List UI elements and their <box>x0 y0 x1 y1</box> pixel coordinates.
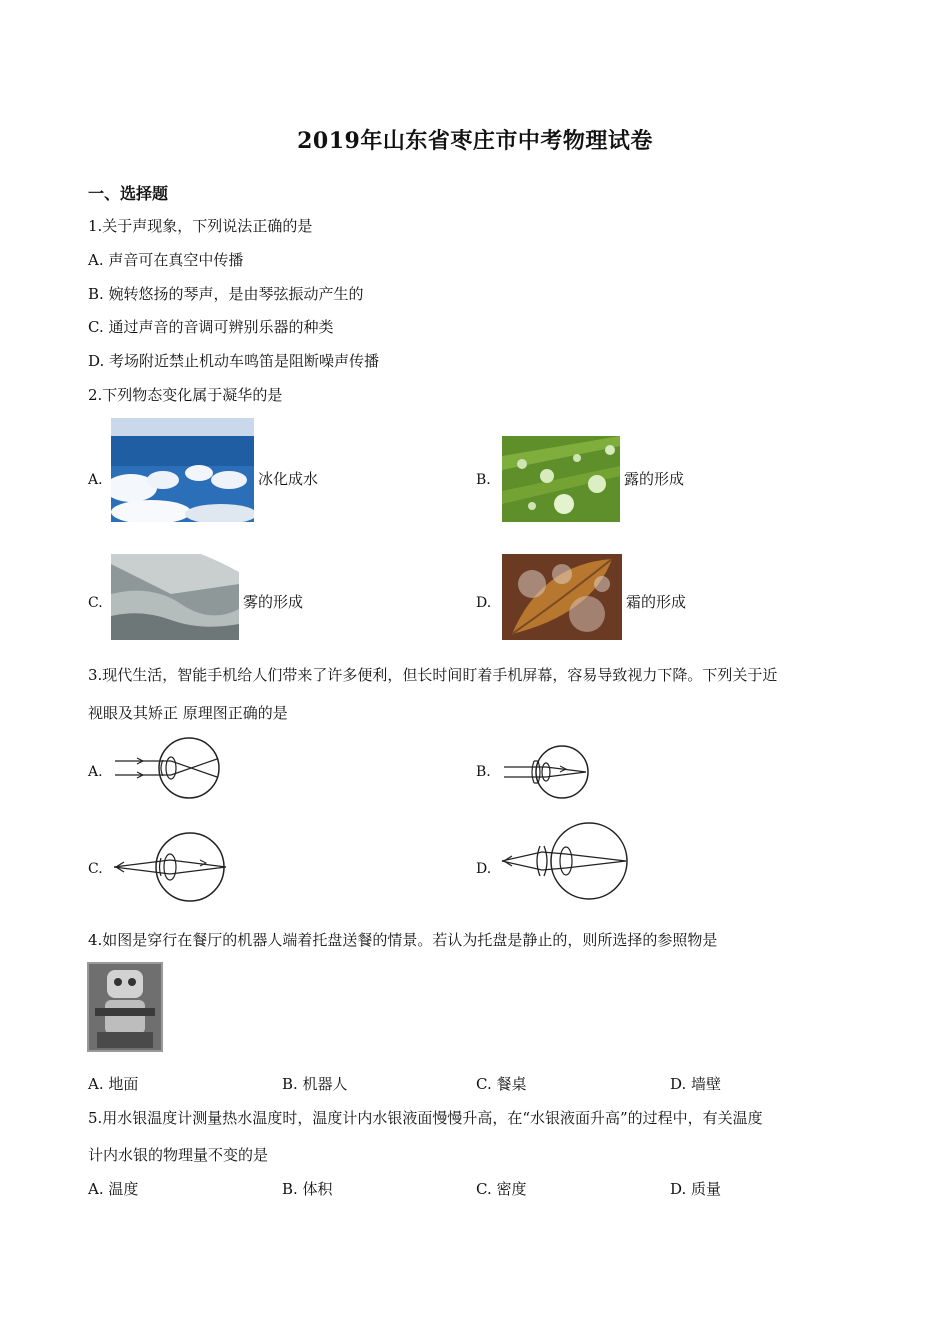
q2-letter-d: D. <box>476 595 492 611</box>
q2-letter-a: A. <box>88 472 103 488</box>
q5-stem-line1: 5.用水银温度计测量热水温度时，温度计内水银液面慢慢升高，在“水银液面升高”的过程中，有关温度 <box>88 1109 763 1127</box>
q2-letter-c: C. <box>88 595 103 611</box>
q1-option-a: A. 声音可在真空中传播 <box>88 251 244 269</box>
robot-photo <box>87 962 163 1052</box>
q2-caption-a: 冰化成水 <box>258 470 319 488</box>
q5-option-a: A. 温度 <box>88 1180 139 1198</box>
page-title: 2019年山东省枣庄市中考物理试卷 <box>297 128 653 154</box>
dew-photo <box>502 436 620 522</box>
q2-letter-b: B. <box>476 472 491 488</box>
eye-diagram-d <box>500 818 630 904</box>
eye-diagram-a <box>113 735 223 801</box>
q1-option-d: D. 考场附近禁止机动车鸣笛是阻断噪声传播 <box>88 352 380 370</box>
q4-option-c: C. 餐桌 <box>476 1075 527 1093</box>
ice-melting-photo <box>111 418 254 522</box>
q3-letter-b: B. <box>476 764 491 780</box>
q2-stem: 2.下列物态变化属于凝华的是 <box>88 386 283 404</box>
eye-diagram-b <box>500 743 592 801</box>
q1-option-b: B. 婉转悠扬的琴声，是由琴弦振动产生的 <box>88 285 364 303</box>
frost-photo <box>502 554 622 640</box>
q2-caption-d: 霜的形成 <box>626 593 687 611</box>
q3-stem-line2: 视眼及其矫正 原理图正确的是 <box>88 704 288 722</box>
q5-stem-line2: 计内水银的物理量不变的是 <box>88 1146 269 1164</box>
q2-caption-b: 露的形成 <box>624 470 685 488</box>
q4-option-d: D. 墙壁 <box>670 1075 722 1093</box>
q1-option-c: C. 通过声音的音调可辨别乐器的种类 <box>88 318 334 336</box>
q5-option-c: C. 密度 <box>476 1180 527 1198</box>
q3-letter-a: A. <box>88 764 103 780</box>
section-heading: 一、选择题 <box>88 184 169 203</box>
q3-stem-line1: 3.现代生活，智能手机给人们带来了许多便利，但长时间盯着手机屏幕，容易导致视力下降。下列关于近 <box>88 666 778 684</box>
q3-letter-c: C. <box>88 861 103 877</box>
fog-photo <box>111 554 239 640</box>
q5-option-b: B. 体积 <box>282 1180 333 1198</box>
q4-option-b: B. 机器人 <box>282 1075 348 1093</box>
q3-letter-d: D. <box>476 861 492 877</box>
q5-option-d: D. 质量 <box>670 1180 722 1198</box>
q4-stem: 4.如图是穿行在餐厅的机器人端着托盘送餐的情景。若认为托盘是静止的，则所选择的参照物是 <box>88 931 718 949</box>
q2-caption-c: 雾的形成 <box>243 593 304 611</box>
q1-stem: 1.关于声现象，下列说法正确的是 <box>88 217 313 235</box>
q4-option-a: A. 地面 <box>88 1075 139 1093</box>
eye-diagram-c <box>112 830 230 904</box>
